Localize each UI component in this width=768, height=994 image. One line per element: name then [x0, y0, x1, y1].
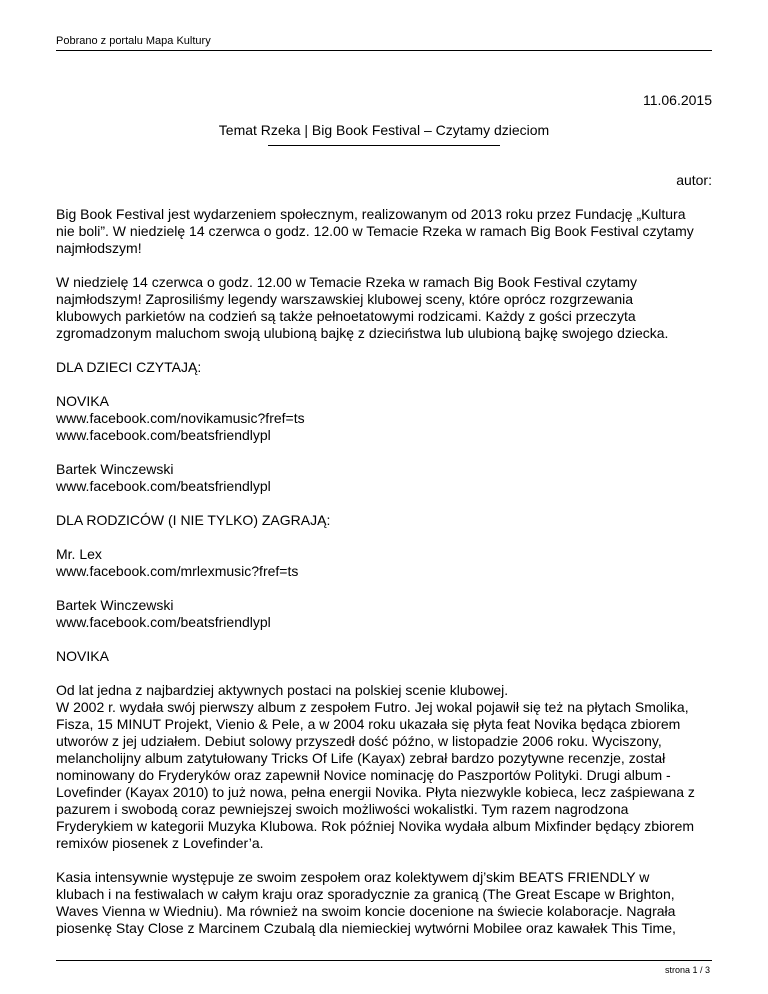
kids-heading: DLA DZIECI CZYTAJĄ:: [56, 359, 202, 375]
performer-name: Mr. Lex: [56, 546, 102, 562]
text-line: remixów piosenek z Lovefinder’a.: [56, 835, 264, 851]
novika-reader: [56, 393, 712, 444]
bartek-reader: [56, 461, 712, 495]
text-line: W niedzielę 14 czerwca o godz. 12.00 w Temacie Rzeka w ramach Big Book Festival czytamy: [56, 274, 637, 290]
text-line: najmłodszym! Zaprosiliśmy legendy warszawskiej klubowej sceny, które oprócz rozgrzewania: [56, 291, 634, 307]
reader-name: NOVIKA: [56, 393, 109, 409]
novika-activity-paragraph: [56, 869, 712, 937]
novika-section-heading: NOVIKA: [56, 648, 109, 664]
page-title: Temat Rzeka | Big Book Festival – Czytamy dzieciom: [218, 122, 550, 138]
parents-heading: DLA RODZICÓW (I NIE TYLKO) ZAGRAJĄ:: [56, 512, 331, 528]
text-line: melancholijny album zatytułowany Tricks Of Life (Kayax) zebrał bardzo pozytywne recenzje, został: [56, 750, 666, 766]
title-block: [56, 122, 712, 146]
title-underline: [268, 145, 500, 146]
event-paragraph: [56, 274, 712, 342]
facebook-link: www.facebook.com/beatsfriendlypl: [56, 478, 271, 494]
text-line: utworów z jej udziałem. Debiut solowy przyszedł dość późno, w listopadzie 2006 roku. Wyciszony,: [56, 733, 662, 749]
header-divider: [56, 50, 712, 51]
bartek-performer: [56, 597, 712, 631]
novika-bio-paragraph: [56, 682, 712, 852]
text-line: zgromadzonym maluchom swoją ulubioną bajkę z dzieciństwa lub ulubioną bajkę swojego dziecka.: [56, 325, 669, 341]
text-line: Waves Vienna w Wiedniu). Ma również na swoim koncie docenione na świecie kolaboracje. Nagrała: [56, 903, 676, 919]
facebook-link: www.facebook.com/beatsfriendlypl: [56, 427, 271, 443]
text-line: nominowany do Fryderyków oraz zapewnił Novice nominację do Paszportów Polityki. Drugi album -: [56, 767, 671, 783]
page-number: strona 1 / 3: [664, 965, 710, 975]
text-line: Kasia intensywnie występuje ze swoim zespołem oraz kolektywem dj’skim BEATS FRIENDLY w: [56, 869, 650, 885]
text-line: pazurem i swobodą coraz pewniejszej swoich możliwości wokalistki. Tym razem nagrodzona: [56, 801, 629, 817]
text-line: Od lat jedna z najbardziej aktywnych postaci na polskiej scenie klubowej.: [56, 682, 509, 698]
text-line: Lovefinder (Kayax 2010) to już nowa, pełna energii Novika. Płyta niezwykle kobieca, lecz zaśpiewana z: [56, 784, 695, 800]
text-line: piosenkę Stay Close z Marcinem Czubalą dla niemieckiej wytwórni Mobilee oraz kawałek This Time,: [56, 920, 676, 936]
lex-performer: [56, 546, 712, 580]
reader-name: Bartek Winczewski: [56, 461, 174, 477]
text-line: Fisza, 15 MINUT Projekt, Vienio & Pele, a w 2004 roku ukazała się płyta feat Novika będąca zbiorem: [56, 716, 681, 732]
facebook-link: www.facebook.com/novikamusic?fref=ts: [56, 410, 305, 426]
text-line: Fryderykiem w kategorii Muzyka Klubowa. Rok później Novika wydała album Mixfinder będący zbiorem: [56, 818, 695, 834]
footer-divider: [56, 960, 712, 961]
publication-date: 11.06.2015: [642, 92, 712, 108]
text-line: klubach i na festiwalach w całym kraju oraz sporadycznie za granicą (The Great Escape w Brighton,: [56, 886, 675, 902]
facebook-link: www.facebook.com/beatsfriendlypl: [56, 614, 271, 630]
article-body: [56, 206, 712, 937]
text-line: klubowych parkietów na codzień są także pełnoetatowymi rodzicami. Każdy z gości przeczyta: [56, 308, 636, 324]
text-line: W 2002 r. wydała swój pierwszy album z zespołem Futro. Jej wokal pojawił się też na płytach Smolika,: [56, 699, 689, 715]
source-header: Pobrano z portalu Mapa Kultury: [56, 35, 211, 47]
text-line: Big Book Festival jest wydarzeniem społecznym, realizowanym od 2013 roku przez Fundację „Kultura: [56, 206, 686, 222]
text-line: nie boli”. W niedzielę 14 czerwca o godz. 12.00 w Temacie Rzeka w ramach Big Book Festival czytamy: [56, 223, 694, 239]
text-line: najmłodszym!: [56, 240, 142, 256]
facebook-link: www.facebook.com/mrlexmusic?fref=ts: [56, 563, 299, 579]
performer-name: Bartek Winczewski: [56, 597, 174, 613]
author-label: autor:: [676, 172, 712, 188]
intro-paragraph: [56, 206, 712, 257]
